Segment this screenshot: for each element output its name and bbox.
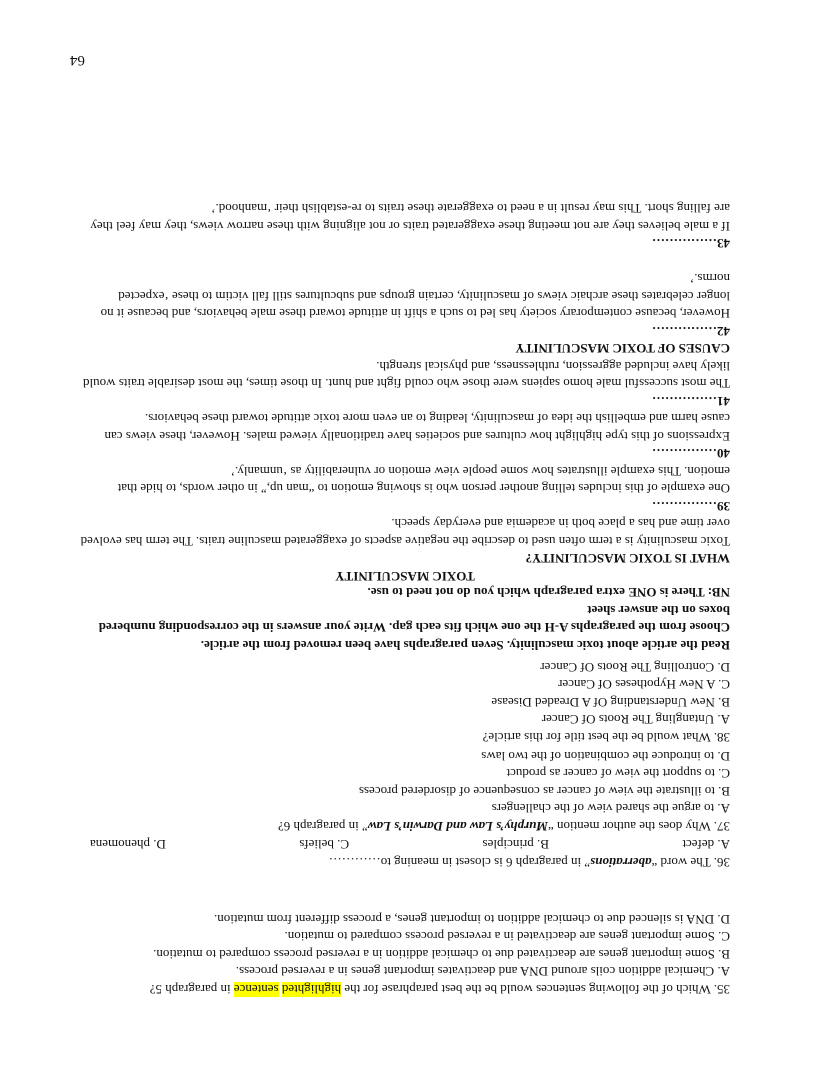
gap-43: 43…………… bbox=[652, 236, 730, 252]
article-title: TOXIC MASCULINITY bbox=[335, 569, 475, 584]
q36-stem: 36. The word “aberrations” in paragraph 6 is closest in meaning to………… bbox=[328, 855, 730, 870]
question-35 bbox=[80, 911, 730, 999]
q36-option-b: B. principles bbox=[482, 837, 549, 853]
gap-39: 39…………… bbox=[652, 499, 730, 514]
question-37 bbox=[80, 748, 730, 836]
q37-option-a: A. to argue the shared view of the challengers bbox=[491, 801, 730, 817]
article-paragraph-4: The most successful male homo sapiens were those who could fight and hunt. In those times, the most desirable traits would likely have included aggression, ruthlessness, and physical strength. bbox=[83, 359, 730, 392]
question-38 bbox=[80, 659, 730, 747]
instruction-line-1: Read the article about toxic masculinity. Seven paragraphs have been removed from the article. bbox=[200, 638, 730, 653]
question-36 bbox=[80, 836, 730, 871]
gap-42: 42…………… bbox=[652, 324, 730, 339]
q38-option-a: A. Untangling The Roots Of Cancer bbox=[541, 712, 730, 728]
q36-option-d: D. phenomena bbox=[90, 837, 166, 853]
q35-option-a: A. Chemical addition coils around DNA and deactivates important genes in a reversed process. bbox=[235, 964, 730, 980]
q37-option-d: D. to introduce the combination of the two laws bbox=[481, 749, 730, 764]
q35-option-d: D. DNA is silenced due to chemical addition to important genes, a process different from mutation. bbox=[213, 912, 730, 927]
highlighted-word: highlighted bbox=[281, 982, 342, 997]
q36-options bbox=[90, 836, 730, 854]
q36-option-c: C. beliefs bbox=[299, 837, 350, 853]
article bbox=[80, 200, 730, 585]
instructions bbox=[80, 584, 730, 654]
highlighted-word: sentence bbox=[233, 982, 279, 997]
q35-stem: 35. Which of the following sentences would be the best paraphrase for the highlighted sentence in paragraph 5? bbox=[149, 982, 730, 997]
article-paragraph-6: If a male believes they are not meeting these exaggerated traits or not aligning with these narrow views, they may feel they are falling short. This may result in a need to exaggerate these traits to re-establish their ‘manhood.’ bbox=[90, 201, 730, 234]
q35-option-b: B. Some important genes are deactivated due to chemical addition in a reversed process compared to mutation. bbox=[153, 947, 730, 962]
instruction-line-2: Choose from the paragraphs A-H the one which fits each gap. Write your answers in the corresponding numbered boxes on the answer sheet bbox=[98, 603, 730, 636]
article-paragraph-2: One example of this includes telling another person who is showing emotion to “man up,” in other words, to hide that emotion. This example illustrates how some people view emotion or vulnerability as ‘unmanly.’ bbox=[117, 464, 730, 497]
q38-option-c: C. A New Hypotheses Of Cancer bbox=[558, 677, 730, 693]
article-paragraph-3: Expressions of this type highlight how cultures and societies have traditionally viewed males. However, these views can cause harm and embellish the idea of masculinity, leading to an even more toxic attitude toward these behaviors. bbox=[104, 411, 730, 444]
section-heading-what: WHAT IS TOXIC MASCULINITY? bbox=[525, 551, 730, 567]
q37-option-c: C. to support the view of cancer as product bbox=[506, 766, 730, 782]
page-number: 64 bbox=[70, 52, 85, 68]
article-paragraph-5: However, because contemporary society has led to such a shift in attitude toward these male behaviors, and because it no longer celebrates these archaic views of masculinity, certain groups and subcultures still fall victim to these ‘expected norms.’ bbox=[100, 271, 730, 322]
gap-40: 40…………… bbox=[652, 446, 730, 462]
instruction-line-3: NB: There is ONE extra paragraph which you do not need to use. bbox=[367, 585, 730, 601]
q37-option-b: B. to illustrate the view of cancer as consequence of disordered process bbox=[358, 784, 730, 799]
q38-option-d: D. Controlling The Roots Of Cancer bbox=[540, 660, 730, 675]
gap-41: 41…………… bbox=[652, 394, 730, 409]
spacer bbox=[80, 253, 730, 271]
section-heading-causes: CAUSES OF TOXIC MASCULINITY bbox=[515, 341, 730, 357]
article-paragraph-1: Toxic masculinity is a term often used to describe the negative aspects of exaggerated masculine traits. The term has evolved over time and has a place both in academia and everyday speech. bbox=[80, 516, 730, 549]
q38-stem: 38. What would be the best title for this article? bbox=[482, 730, 730, 745]
q36-option-a: A. defect bbox=[682, 837, 730, 853]
q38-option-b: B. New Understanding Of A Dreaded Disease bbox=[491, 695, 730, 710]
q37-stem: 37. Why does the author mention “Murphy’s Law and Darwin’s Law” in paragraph 6? bbox=[277, 819, 730, 834]
q35-option-c: C. Some important genes are deactivated in a reversed process compared to mutation. bbox=[284, 929, 730, 945]
